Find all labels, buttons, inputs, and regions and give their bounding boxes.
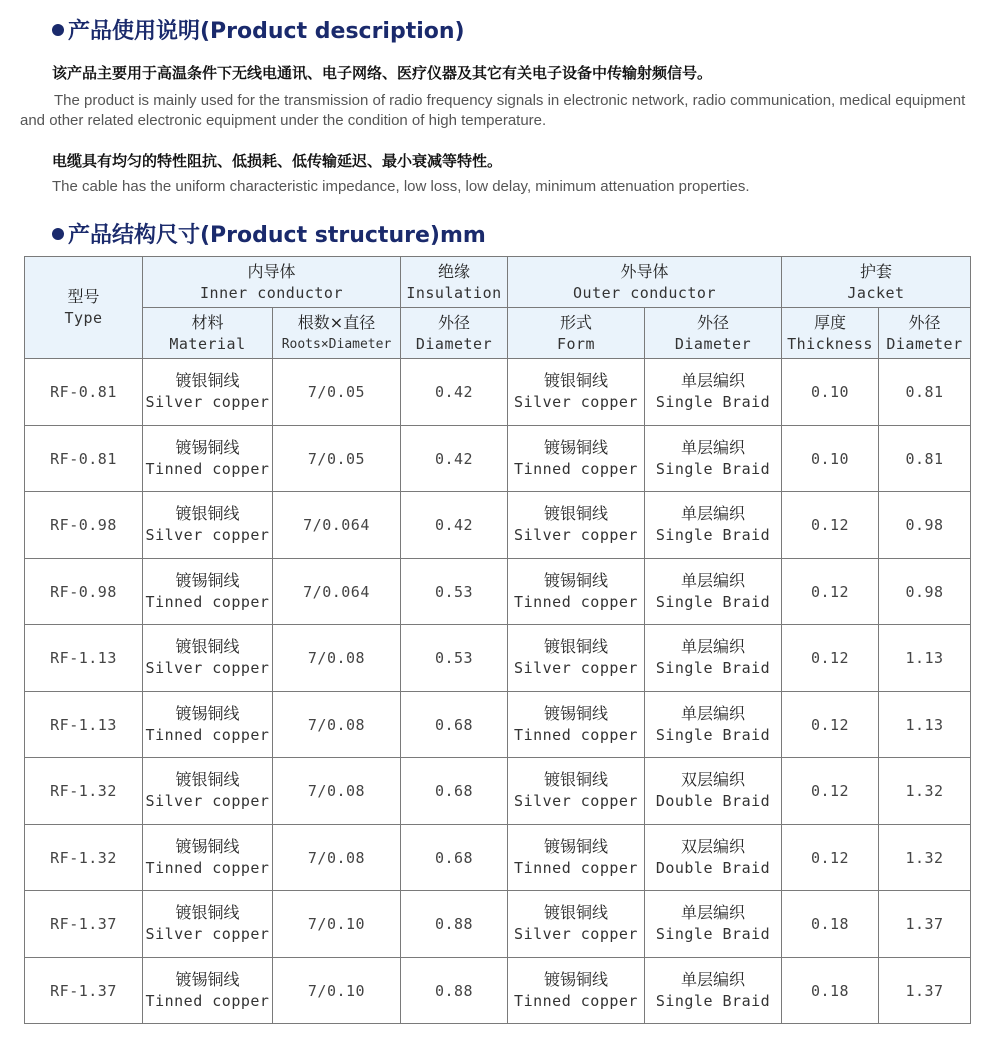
cell-material-text: Tinned copper	[145, 725, 270, 744]
cell-roots-diameter	[273, 492, 401, 559]
cell-type-text: RF-0.81	[50, 383, 117, 402]
table-row	[25, 492, 971, 559]
cell-material	[143, 824, 273, 891]
section-title-text: 产品结构尺寸(Product structure)mm	[68, 223, 486, 248]
cell-form-text: 镀银铜线	[543, 770, 608, 790]
cell-material-text: 镀银铜线	[175, 371, 240, 391]
cell-form-text: 镀锡铜线	[543, 703, 608, 723]
cell-thickness-text: 0.12	[810, 848, 850, 867]
cell-thickness-text: 0.12	[810, 782, 850, 801]
cell-braid-text: 单层编织	[680, 371, 745, 391]
cell-thickness	[782, 359, 879, 426]
cell-type	[25, 957, 143, 1024]
cell-material-text: Tinned copper	[145, 459, 270, 478]
cell-type-text: RF-1.13	[50, 649, 117, 668]
cell-roots-diameter	[273, 625, 401, 692]
cell-material-text: Tinned copper	[145, 592, 270, 611]
cell-thickness-text: 0.12	[810, 649, 850, 668]
header-type: 型号 Type	[25, 257, 143, 359]
cell-material-text: 镀银铜线	[175, 637, 240, 657]
table-row	[25, 758, 971, 825]
cell-braid-text: Double Braid	[655, 792, 771, 811]
cell-jacket-diameter-text: 0.81	[905, 383, 944, 402]
cell-form	[508, 425, 645, 492]
table-row	[25, 558, 971, 625]
cell-roots-diameter-text: 7/0.05	[307, 383, 366, 402]
cell-thickness-text: 0.12	[810, 582, 850, 601]
cell-braid	[645, 625, 782, 692]
cell-roots-diameter	[273, 957, 401, 1024]
cell-braid-text: Single Braid	[655, 659, 771, 678]
table-row	[25, 425, 971, 492]
cell-material	[143, 891, 273, 958]
cell-type	[25, 824, 143, 891]
cell-roots-diameter	[273, 824, 401, 891]
cell-braid-text: Double Braid	[655, 858, 771, 877]
cell-insulation-diameter	[401, 492, 508, 559]
cell-roots-diameter	[273, 425, 401, 492]
description-en-2: The cable has the uniform characteristic impedance, low loss, low delay, minimum attenuation properties.	[52, 178, 750, 195]
cell-type-text: RF-1.37	[50, 981, 117, 1000]
cell-braid	[645, 891, 782, 958]
cell-material-text: Silver copper	[145, 526, 270, 545]
cell-braid-text: Single Braid	[655, 393, 771, 412]
table-row	[25, 691, 971, 758]
cell-type-text: RF-1.13	[50, 715, 117, 734]
cell-form-text: Tinned copper	[514, 592, 638, 611]
cell-braid	[645, 824, 782, 891]
cell-type	[25, 359, 143, 426]
cell-form	[508, 492, 645, 559]
cell-insulation-diameter	[401, 891, 508, 958]
cell-form-text: Silver copper	[514, 526, 638, 545]
cell-material-text: 镀银铜线	[175, 504, 240, 524]
cell-insulation-diameter-text: 0.42	[434, 383, 474, 402]
cell-form-text: 镀银铜线	[543, 637, 608, 657]
cell-insulation-diameter	[401, 758, 508, 825]
cell-roots-diameter-text: 7/0.08	[307, 782, 366, 801]
cell-form-text: Silver copper	[514, 393, 638, 412]
cell-material	[143, 758, 273, 825]
cell-material	[143, 625, 273, 692]
cell-braid-text: 单层编织	[680, 703, 745, 723]
cell-material-text: Silver copper	[145, 659, 270, 678]
description-en-1: The product is mainly used for the transmission of radio frequency signals in electronic network, radio communication, medical equipment and other related electronic equipment under the condition of high temperature.	[20, 92, 966, 129]
cell-thickness	[782, 492, 879, 559]
cell-type-text: RF-1.37	[50, 915, 117, 934]
cell-material-text: 镀银铜线	[175, 770, 240, 790]
cell-roots-diameter-text: 7/0.10	[307, 915, 366, 934]
section-title-text: 产品使用说明(Product description)	[68, 19, 465, 44]
cell-insulation-diameter-text: 0.68	[434, 715, 474, 734]
cell-form	[508, 891, 645, 958]
cell-roots-diameter	[273, 891, 401, 958]
cell-thickness	[782, 891, 879, 958]
cell-jacket-diameter	[879, 957, 971, 1024]
cell-material-text: Tinned copper	[145, 991, 270, 1010]
cell-form-text: Tinned copper	[514, 459, 638, 478]
cell-braid-text: Single Braid	[655, 725, 771, 744]
product-structure-table	[24, 256, 971, 1024]
cell-thickness-text: 0.18	[810, 981, 850, 1000]
cell-insulation-diameter-text: 0.42	[434, 516, 474, 535]
cell-insulation-diameter	[401, 824, 508, 891]
cell-form-text: Tinned copper	[514, 991, 638, 1010]
cell-jacket-diameter	[879, 558, 971, 625]
cell-thickness	[782, 957, 879, 1024]
cell-material-text: 镀银铜线	[175, 903, 240, 923]
cell-jacket-diameter-text: 0.98	[905, 516, 944, 535]
cell-braid-text: 双层编织	[680, 836, 745, 856]
cell-type	[25, 425, 143, 492]
description-cn-2: 电缆具有均匀的特性阻抗、低损耗、低传输延迟、最小衰减等特性。	[52, 152, 503, 170]
cell-jacket-diameter-text: 1.32	[905, 782, 944, 801]
cell-insulation-diameter-text: 0.42	[434, 449, 474, 468]
cell-jacket-diameter-text: 1.13	[905, 715, 944, 734]
cell-type	[25, 625, 143, 692]
cell-type-text: RF-1.32	[50, 782, 117, 801]
cell-material	[143, 957, 273, 1024]
cell-roots-diameter-text: 7/0.08	[307, 649, 366, 668]
cell-material	[143, 558, 273, 625]
cell-jacket-diameter	[879, 691, 971, 758]
cell-material-text: 镀锡铜线	[175, 703, 240, 723]
cell-thickness	[782, 824, 879, 891]
header-jacket-diameter: 外径 Diameter	[879, 308, 971, 359]
cell-roots-diameter-text: 7/0.08	[307, 715, 366, 734]
cell-jacket-diameter-text: 0.98	[905, 582, 944, 601]
table-row	[25, 957, 971, 1024]
cell-braid-text: 单层编织	[680, 437, 745, 457]
cell-material	[143, 359, 273, 426]
cell-insulation-diameter-text: 0.53	[434, 649, 474, 668]
cell-type	[25, 492, 143, 559]
cell-insulation-diameter-text: 0.68	[434, 848, 474, 867]
cell-form-text: Silver copper	[514, 659, 638, 678]
cell-form-text: 镀银铜线	[543, 371, 608, 391]
header-jacket: 护套 Jacket	[782, 257, 971, 308]
cell-thickness-text: 0.12	[810, 715, 850, 734]
cell-thickness-text: 0.10	[810, 449, 850, 468]
cell-thickness	[782, 558, 879, 625]
cell-thickness	[782, 691, 879, 758]
cell-form-text: Silver copper	[514, 792, 638, 811]
header-form: 形式 Form	[508, 308, 645, 359]
cell-material	[143, 691, 273, 758]
cell-roots-diameter	[273, 558, 401, 625]
cell-roots-diameter-text: 7/0.064	[303, 516, 370, 535]
cell-braid-text: 双层编织	[680, 770, 745, 790]
cell-insulation-diameter	[401, 625, 508, 692]
cell-form-text: 镀银铜线	[543, 903, 608, 923]
table-row	[25, 824, 971, 891]
cell-braid	[645, 359, 782, 426]
cell-jacket-diameter-text: 1.37	[905, 981, 944, 1000]
cell-jacket-diameter	[879, 625, 971, 692]
cell-thickness-text: 0.18	[810, 915, 850, 934]
cell-insulation-diameter	[401, 558, 508, 625]
cell-thickness-text: 0.10	[810, 383, 850, 402]
cell-insulation-diameter-text: 0.68	[434, 782, 474, 801]
cell-type-text: RF-0.98	[50, 582, 117, 601]
cell-jacket-diameter-text: 1.37	[905, 915, 944, 934]
cell-jacket-diameter	[879, 359, 971, 426]
bullet-icon	[52, 24, 64, 36]
cell-type	[25, 558, 143, 625]
cell-insulation-diameter	[401, 691, 508, 758]
cell-roots-diameter	[273, 359, 401, 426]
cell-type-text: RF-0.81	[50, 449, 117, 468]
cell-jacket-diameter-text: 0.81	[905, 449, 944, 468]
cell-form-text: Silver copper	[514, 925, 638, 944]
cell-material-text: Silver copper	[145, 925, 270, 944]
section-title-structure	[52, 218, 486, 249]
header-thickness: 厚度 Thickness	[782, 308, 879, 359]
cell-form	[508, 957, 645, 1024]
cell-form-text: 镀锡铜线	[543, 437, 608, 457]
cell-insulation-diameter-text: 0.53	[434, 582, 474, 601]
cell-form	[508, 758, 645, 825]
cell-material-text: 镀锡铜线	[175, 437, 240, 457]
cell-jacket-diameter-text: 1.32	[905, 848, 944, 867]
cell-braid-text: 单层编织	[680, 969, 745, 989]
cell-form-text: Tinned copper	[514, 858, 638, 877]
cell-material-text: 镀锡铜线	[175, 836, 240, 856]
cell-braid	[645, 758, 782, 825]
cell-thickness-text: 0.12	[810, 516, 850, 535]
cell-roots-diameter-text: 7/0.064	[303, 582, 370, 601]
cell-braid-text: 单层编织	[680, 504, 745, 524]
cell-jacket-diameter	[879, 492, 971, 559]
cell-jacket-diameter	[879, 425, 971, 492]
header-insulation: 绝缘 Insulation	[401, 257, 508, 308]
table-row	[25, 891, 971, 958]
cell-material-text: 镀锡铜线	[175, 969, 240, 989]
cell-braid	[645, 425, 782, 492]
cell-material-text: Silver copper	[145, 792, 270, 811]
header-outer-conductor: 外导体 Outer conductor	[508, 257, 782, 308]
cell-braid-text: 单层编织	[680, 637, 745, 657]
table-row	[25, 625, 971, 692]
cell-jacket-diameter	[879, 891, 971, 958]
cell-insulation-diameter-text: 0.88	[434, 915, 474, 934]
cell-type	[25, 691, 143, 758]
cell-type	[25, 891, 143, 958]
cell-braid-text: Single Braid	[655, 925, 771, 944]
cell-braid	[645, 492, 782, 559]
cell-jacket-diameter-text: 1.13	[905, 649, 944, 668]
cell-thickness	[782, 625, 879, 692]
cell-material-text: 镀锡铜线	[175, 570, 240, 590]
cell-form	[508, 691, 645, 758]
cell-type-text: RF-0.98	[50, 516, 117, 535]
cell-form-text: 镀锡铜线	[543, 570, 608, 590]
cell-insulation-diameter-text: 0.88	[434, 981, 474, 1000]
cell-braid	[645, 691, 782, 758]
description-cn-1: 该产品主要用于高温条件下无线电通讯、电子网络、医疗仪器及其它有关电子设备中传输射频信号。	[52, 64, 713, 82]
cell-form-text: 镀银铜线	[543, 504, 608, 524]
cell-form-text: Tinned copper	[514, 725, 638, 744]
header-roots-diameter: 根数×直径 Roots×Diameter	[273, 308, 401, 359]
cell-material	[143, 425, 273, 492]
cell-roots-diameter-text: 7/0.08	[307, 848, 366, 867]
cell-form-text: 镀锡铜线	[543, 836, 608, 856]
cell-jacket-diameter	[879, 758, 971, 825]
cell-jacket-diameter	[879, 824, 971, 891]
cell-braid-text: 单层编织	[680, 903, 745, 923]
header-insulation-diameter: 外径 Diameter	[401, 308, 508, 359]
cell-type	[25, 758, 143, 825]
cell-braid	[645, 957, 782, 1024]
cell-braid-text: Single Braid	[655, 459, 771, 478]
cell-form	[508, 359, 645, 426]
cell-thickness	[782, 425, 879, 492]
cell-form-text: 镀锡铜线	[543, 969, 608, 989]
section-title-description	[52, 14, 465, 45]
header-inner-conductor: 内导体 Inner conductor	[143, 257, 401, 308]
cell-roots-diameter	[273, 691, 401, 758]
cell-braid-text: Single Braid	[655, 592, 771, 611]
cell-braid	[645, 558, 782, 625]
cell-form	[508, 625, 645, 692]
cell-insulation-diameter	[401, 957, 508, 1024]
cell-roots-diameter	[273, 758, 401, 825]
header-outer-diameter: 外径 Diameter	[645, 308, 782, 359]
cell-material-text: Silver copper	[145, 393, 270, 412]
cell-material	[143, 492, 273, 559]
table-row	[25, 359, 971, 426]
cell-form	[508, 558, 645, 625]
cell-material-text: Tinned copper	[145, 858, 270, 877]
cell-thickness	[782, 758, 879, 825]
cell-insulation-diameter	[401, 359, 508, 426]
cell-roots-diameter-text: 7/0.10	[307, 981, 366, 1000]
cell-braid-text: Single Braid	[655, 991, 771, 1010]
cell-type-text: RF-1.32	[50, 848, 117, 867]
cell-braid-text: 单层编织	[680, 570, 745, 590]
cell-braid-text: Single Braid	[655, 526, 771, 545]
header-material: 材料 Material	[143, 308, 273, 359]
cell-insulation-diameter	[401, 425, 508, 492]
bullet-icon	[52, 228, 64, 240]
cell-roots-diameter-text: 7/0.05	[307, 449, 366, 468]
cell-form	[508, 824, 645, 891]
